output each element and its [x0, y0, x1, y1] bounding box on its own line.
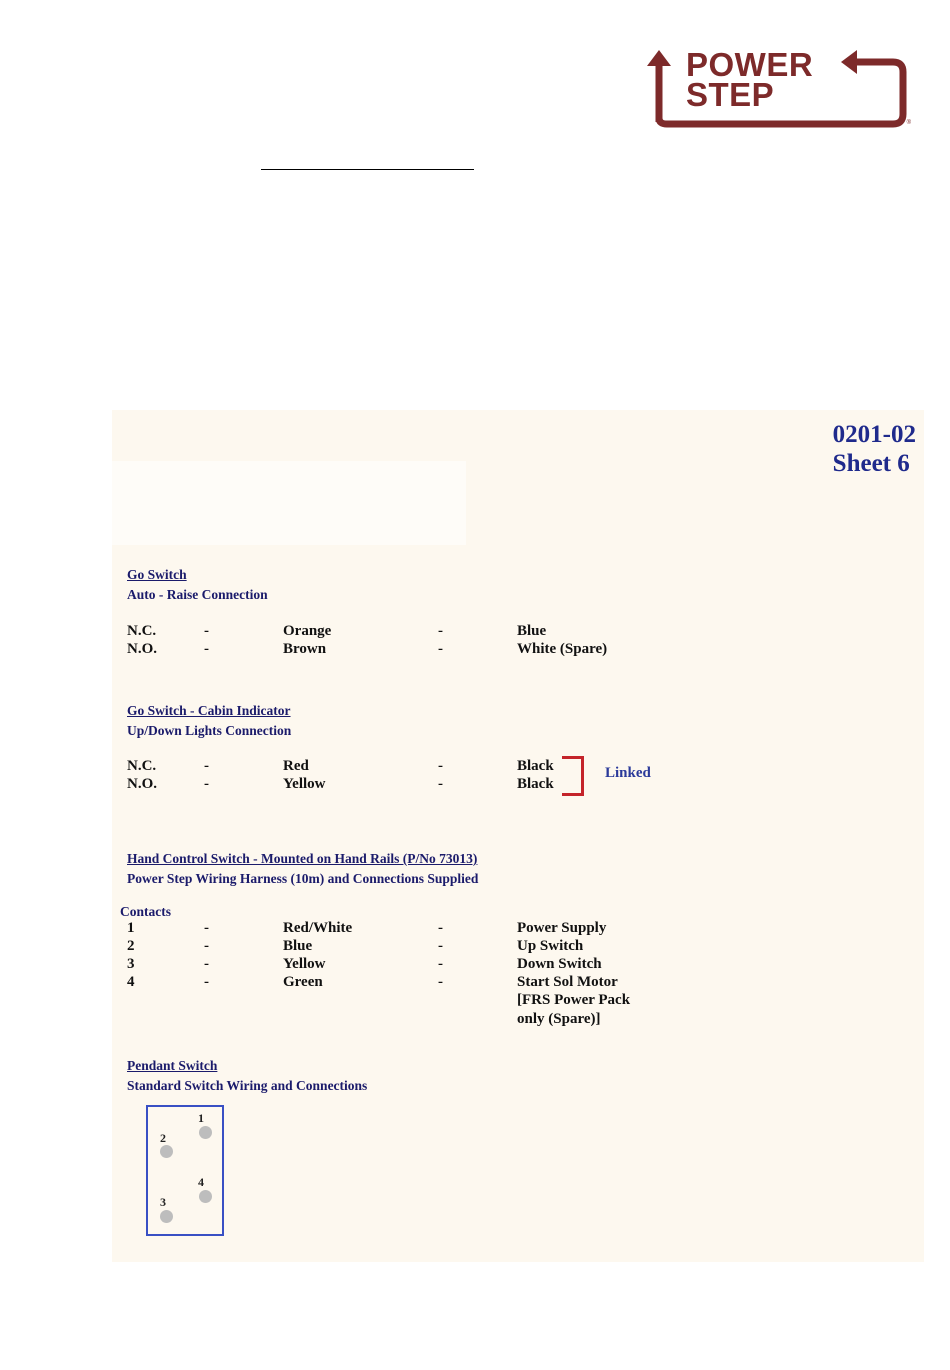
pin-label-2: 2 — [160, 1131, 166, 1145]
contact-cell: N.O. — [127, 776, 157, 792]
cabin-indicator-heading: Go Switch - Cabin Indicator — [127, 703, 291, 718]
dash-cell: - — [438, 956, 443, 972]
pin-3-icon — [160, 1210, 173, 1223]
wire-cell: Brown — [283, 641, 327, 657]
wire-cell: Blue — [283, 938, 313, 954]
dash-cell: - — [204, 938, 209, 954]
contact-cell: N.O. — [127, 641, 157, 657]
pin-4-icon — [199, 1190, 212, 1203]
wire-cell: Red — [283, 758, 309, 774]
wiring-sheet — [112, 410, 924, 1262]
contact-cell: 1 — [127, 920, 135, 936]
dash-cell: - — [204, 776, 209, 792]
hand-control-heading: Hand Control Switch - Mounted on Hand Rails (P/No 73013) — [127, 851, 478, 866]
contact-cell: 4 — [127, 974, 135, 990]
note-line-1: [FRS Power Pack — [517, 992, 631, 1008]
contact-cell: 3 — [127, 956, 135, 972]
dash-cell: - — [438, 758, 443, 774]
dash-cell: - — [438, 623, 443, 639]
pendant-subheading: Standard Switch Wiring and Connections — [127, 1078, 368, 1093]
cabin-indicator-subheading: Up/Down Lights Connection — [127, 723, 292, 738]
target-cell: White (Spare) — [517, 641, 608, 657]
wire-cell: Green — [283, 974, 323, 990]
dash-cell: - — [438, 938, 443, 954]
target-cell: Down Switch — [517, 956, 602, 972]
target-cell: Up Switch — [517, 938, 584, 954]
dash-cell: - — [204, 758, 209, 774]
target-cell: Black — [517, 776, 554, 792]
target-cell: Power Supply — [517, 920, 607, 936]
pin-label-3: 3 — [160, 1195, 166, 1209]
dash-cell: - — [438, 776, 443, 792]
linked-label: Linked — [605, 765, 651, 781]
dash-cell: - — [204, 920, 209, 936]
power-step-logo — [641, 44, 913, 128]
drawing-number: 0201-02 — [832, 421, 916, 448]
hand-control-subheading: Power Step Wiring Harness (10m) and Connections Supplied — [127, 871, 479, 886]
dash-cell: - — [204, 623, 209, 639]
sheet-identifier — [833, 420, 916, 478]
dash-cell: - — [204, 956, 209, 972]
registered-mark: ® — [906, 120, 911, 126]
title-underline — [261, 169, 474, 170]
logo-line-power: POWER — [686, 46, 814, 83]
contact-cell: 2 — [127, 938, 135, 954]
pin-label-1: 1 — [198, 1111, 204, 1125]
logo-line-step: STEP — [686, 76, 775, 113]
dash-cell: - — [438, 920, 443, 936]
contact-cell: N.C. — [127, 758, 157, 774]
target-cell: Blue — [517, 623, 547, 639]
blank-panel — [112, 461, 466, 545]
pin-label-4: 4 — [198, 1175, 204, 1189]
sheet-number: Sheet 6 — [832, 450, 910, 477]
dash-cell: - — [438, 974, 443, 990]
note-line-2: only (Spare)] — [517, 1011, 601, 1027]
dash-cell: - — [204, 974, 209, 990]
dash-cell: - — [204, 641, 209, 657]
dash-cell: - — [438, 641, 443, 657]
wire-cell: Yellow — [283, 956, 326, 972]
wire-cell: Red/White — [283, 920, 353, 936]
pendant-heading: Pendant Switch — [127, 1058, 218, 1073]
wire-cell: Yellow — [283, 776, 326, 792]
target-cell: Start Sol Motor — [517, 974, 618, 990]
go-switch-heading: Go Switch — [127, 567, 187, 582]
target-cell: Black — [517, 758, 554, 774]
pin-2-icon — [160, 1145, 173, 1158]
pin-1-icon — [199, 1126, 212, 1139]
link-bracket-icon — [562, 756, 584, 796]
go-switch-subheading: Auto - Raise Connection — [127, 587, 268, 602]
contact-cell: N.C. — [127, 623, 157, 639]
wire-cell: Orange — [283, 623, 332, 639]
pendant-switch-diagram — [146, 1105, 224, 1236]
contacts-label: Contacts — [120, 904, 171, 919]
